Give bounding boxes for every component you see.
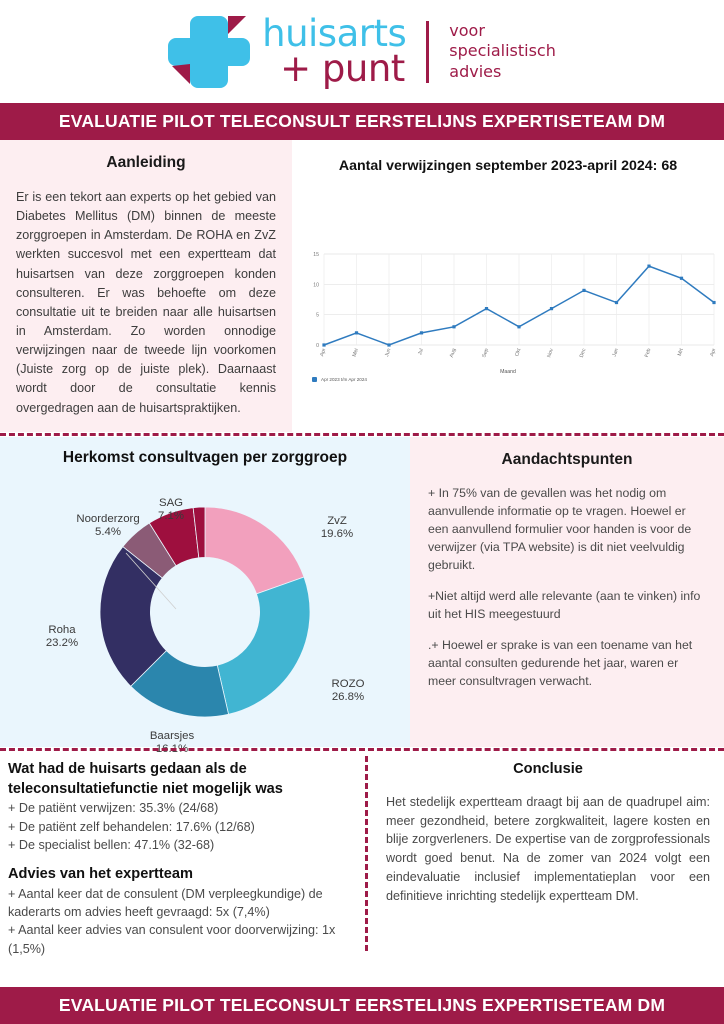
donut-chart-svg xyxy=(0,469,410,755)
svg-text:Okt: Okt xyxy=(514,347,523,358)
logo-tagline-line-3: advies xyxy=(449,61,502,81)
logo-tagline xyxy=(449,21,556,82)
line-chart xyxy=(298,178,718,408)
svg-text:5: 5 xyxy=(316,312,319,319)
svg-text:Jan: Jan xyxy=(611,347,620,358)
svg-text:5.4%: 5.4% xyxy=(95,526,121,538)
svg-text:0: 0 xyxy=(316,343,319,349)
panel-wat-had-de-huisarts xyxy=(0,752,368,957)
logo-tagline-line-2: specialistisch xyxy=(449,41,556,61)
svg-text:16.1%: 16.1% xyxy=(155,743,189,755)
panel-aandachtspunten xyxy=(410,437,724,747)
row-donut-aandachtspunten xyxy=(0,437,724,755)
wat-had-item: + De patiënt verwijzen: 35.3% (24/68) xyxy=(8,801,219,816)
svg-text:Feb: Feb xyxy=(643,347,653,359)
wat-had-item: + De patiënt zelf behandelen: 17.6% (12/68) xyxy=(8,819,255,834)
logo-divider xyxy=(426,21,429,83)
svg-text:19.6%: 19.6% xyxy=(320,528,354,540)
svg-text:Mei: Mei xyxy=(351,347,360,358)
svg-text:Sep: Sep xyxy=(481,347,490,359)
svg-text:26.8%: 26.8% xyxy=(331,691,365,703)
logo-word-punt: + punt xyxy=(280,46,405,90)
logo-wordmark xyxy=(262,12,407,90)
svg-text:Apr: Apr xyxy=(709,347,718,358)
line-chart-xaxis-label: Maand xyxy=(500,369,516,375)
aanleiding-body: Er is een tekort aan experts op het gebied van Diabetes Mellitus (DM) binnen de meeste zorggroepen in Amsterdam. De ROHA en ZvZ werkten succesvol met een expertteam dat huisartsen van deze zorggroepen konden consulteren. Er was behoefte om deze consultatie uit te breiden naar alle huisartsen in Amsterdam. Zo worden onnodige verwijzingen naar de tweede lijn voorkomen (Juiste zorg op de juiste plek). Daarnaast wordt door de consultatie kennis overgedragen aan de huisartspraktijken. xyxy=(16,190,276,415)
aandachtspunten-heading: Aandachtspunten xyxy=(501,451,633,468)
aandachtspunten-item: + In 75% van de gevallen was het nodig om aanvullende informatie op te vragen. Hoewel er een aanvullend formulier voor handen is voor de verwijzer (via TPA website) is dit niet veelvuldig gebruikt. xyxy=(428,486,692,572)
legend-label: Apr 2023 t/m Apr 2024 xyxy=(321,377,367,382)
brand-logo xyxy=(168,14,556,90)
panel-aanleiding xyxy=(0,140,292,432)
plus-cross-icon xyxy=(168,14,252,90)
donut-chart-title: Herkomst consultvagen per zorggroep xyxy=(62,449,348,466)
line-chart-svg xyxy=(298,178,718,373)
svg-text:Baarsjes: Baarsjes xyxy=(149,730,195,742)
page-title: EVALUATIE PILOT TELECONSULT EERSTELIJNS EXPERTISETEAM DM xyxy=(58,111,666,131)
line-chart-legend xyxy=(312,377,718,382)
row-wat-conclusie xyxy=(0,752,724,957)
advies-heading: Advies van het expertteam xyxy=(8,866,193,883)
svg-text:10: 10 xyxy=(313,282,319,289)
legend-swatch xyxy=(312,377,317,382)
footer-title: EVALUATIE PILOT TELECONSULT EERSTELIJNS EXPERTISETEAM DM xyxy=(58,995,666,1015)
svg-text:Jul: Jul xyxy=(417,347,425,356)
conclusie-body: Het stedelijk expertteam draagt bij aan de quadrupel aim: meer gezondheid, betere zorgkwaliteit, lagere kosten en blije zorgverleners. De expertise van de zorgprofessionals wordt goed benut. Na de zomer van 2024 volgt een eindevaluatie inclusief implementatieplan voor een definitieve inrichting stedelijk expertteam DM. xyxy=(386,794,710,904)
panel-donut-chart xyxy=(0,437,410,755)
svg-text:ZvZ: ZvZ xyxy=(327,515,347,527)
svg-text:23.2%: 23.2% xyxy=(45,637,79,649)
svg-text:Jun: Jun xyxy=(384,347,393,358)
svg-text:SAG: SAG xyxy=(158,497,184,509)
advies-item: + Aantal keer advies van consulent voor doorverwijzing: 1x (1,5%) xyxy=(8,923,336,956)
logo-tagline-line-1: voor xyxy=(449,20,485,40)
svg-text:Noorderzorg: Noorderzorg xyxy=(76,513,140,525)
advies-item: + Aantal keer dat de consulent (DM verpleegkundige) de kaderarts om advies heeft gevraagd: 5x (7,4%) xyxy=(8,886,323,920)
header-title-bar xyxy=(0,103,724,140)
row-aanleiding-chart xyxy=(0,140,724,432)
aandachtspunten-item: +Niet altijd werd alle relevante (aan te vinken) info uit het HIS meegestuurd xyxy=(428,588,701,621)
panel-conclusie xyxy=(368,752,724,957)
aanleiding-heading: Aanleiding xyxy=(106,154,186,171)
logo-band xyxy=(0,0,724,103)
wat-had-heading-line-1: Wat had de huisarts gedaan als de xyxy=(8,761,247,777)
wat-had-heading-line-2: teleconsultatiefunctie niet mogelijk was xyxy=(8,780,283,797)
footer-title-bar xyxy=(0,987,724,1024)
wat-had-item: + De specialist bellen: 47.1% (32-68) xyxy=(8,837,215,852)
vertical-dashed-divider xyxy=(365,756,368,951)
svg-text:Nov: Nov xyxy=(546,347,555,359)
svg-text:Apr: Apr xyxy=(319,347,328,358)
logo-word-huisarts: huisarts xyxy=(262,12,407,56)
svg-text:Aug: Aug xyxy=(448,347,458,359)
svg-text:ROZO: ROZO xyxy=(331,678,365,690)
svg-text:15: 15 xyxy=(313,252,319,258)
svg-text:7.1%: 7.1% xyxy=(158,510,184,522)
svg-text:Roha: Roha xyxy=(48,624,76,636)
conclusie-heading: Conclusie xyxy=(513,761,583,777)
svg-text:Mrt: Mrt xyxy=(676,347,685,357)
aandachtspunten-item: .+ Hoewel er sprake is van een toename van het aantal consulten gedurende het jaar, waren er meer consultvragen verwacht. xyxy=(428,637,693,688)
line-chart-title: Aantal verwijzingen september 2023-april 2024: 68 xyxy=(338,158,678,174)
svg-text:Dec: Dec xyxy=(578,347,588,359)
panel-line-chart xyxy=(292,140,724,432)
